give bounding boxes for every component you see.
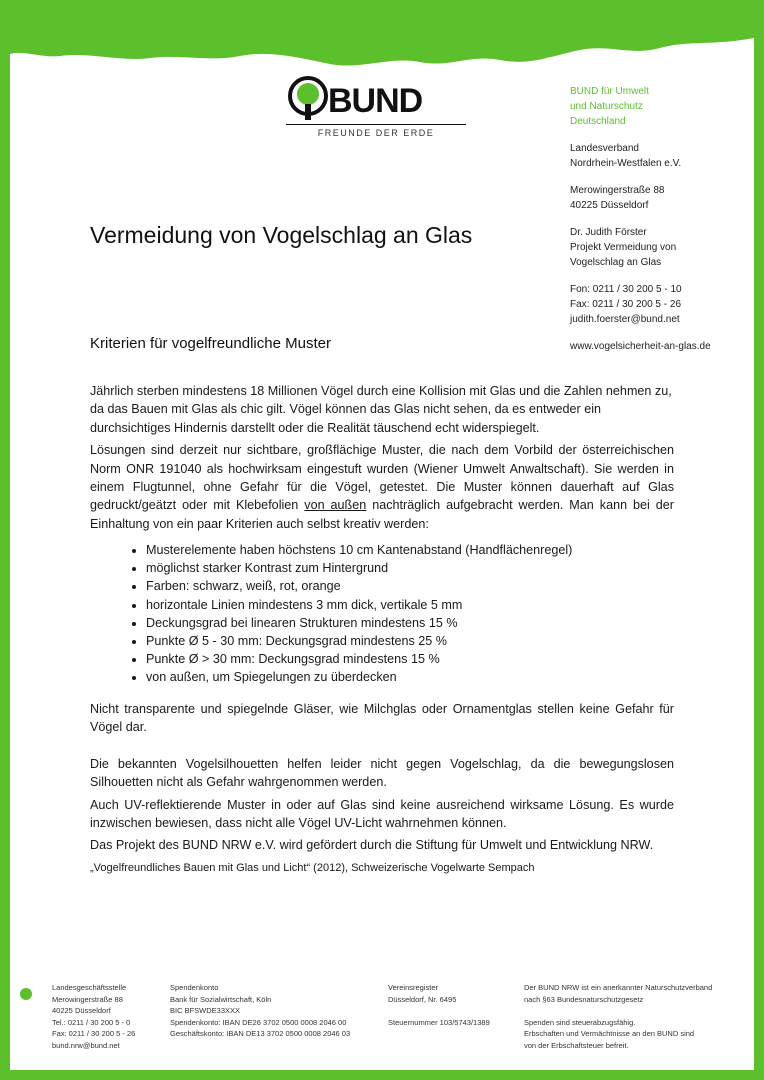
sidebar-contact-person: [570, 225, 750, 270]
paragraph: Jährlich sterben mindestens 18 Millionen Vögel durch eine Kollision mit Glas und die Zahlen nehmen zu, da das Bauen mit Glas als chic gilt. Vögel können das Glas nicht sehen, da es entweder ein durchsichtiges Hindernis darstellt oder die Realität täuschend echt widerspiegelt.: [90, 384, 672, 435]
footer-line: [524, 1005, 748, 1017]
logo-wordmark: BUND: [328, 82, 423, 120]
source-citation: „Vogelfreundliches Bauen mit Glas und Licht“ (2012), Schweizerische Vogelwarte Sempach: [90, 861, 535, 874]
list-item: • Farben: schwarz, weiß, rot, orange: [146, 577, 674, 595]
list-item: • von außen, um Spiegelungen zu überdecken: [146, 668, 674, 686]
footer-line: von der Erbschaftsteuer befreit.: [524, 1040, 629, 1050]
email-link[interactable]: judith.foerster@bund.net: [570, 314, 680, 325]
footer-line: Fax: 0211 / 30 200 5 - 26: [52, 1029, 136, 1038]
org-line: Deutschland: [570, 116, 626, 127]
footer-line: Geschäftskonto: IBAN DE13 3702 0500 0008 2046 03: [170, 1029, 351, 1038]
address-line: 40225 Düsseldorf: [570, 200, 649, 211]
fax: Fax: 0211 / 30 200 5 - 26: [570, 299, 682, 310]
logo-tree-icon: [286, 76, 330, 122]
paragraph: Die bekannten Vogelsilhouetten helfen leider nicht gegen Vogelschlag, da die bewegungslosen Silhouetten nicht als Gefahr wahrgenommen werden.: [90, 756, 674, 790]
footer-line: Bank für Sozialwirtschaft, Köln: [170, 994, 272, 1004]
contact-line: Projekt Vermeidung von: [570, 242, 677, 253]
list-item: • Musterelemente haben höchstens 10 cm Kantenabstand (Handflächenregel): [146, 541, 674, 559]
footer-line: BIC BFSWDE33XXX: [170, 1006, 241, 1015]
green-dot-icon: [20, 988, 32, 1000]
letter-page: [10, 10, 754, 1070]
list-item: • Deckungsgrad bei linearen Strukturen mindestens 15 %: [146, 614, 674, 632]
footer-line: Landesgeschäftsstelle: [52, 983, 127, 992]
paragraph: [90, 441, 674, 533]
contact-line: Vogelschlag an Glas: [570, 257, 662, 268]
sidebar-org: [570, 84, 750, 129]
logo-tagline: FREUNDE DER ERDE: [317, 128, 435, 138]
branch-line: Landesverband: [570, 143, 639, 154]
org-line: und Naturschutz: [570, 101, 643, 112]
branch-line: Nordrhein-Westfalen e.V.: [570, 158, 682, 169]
letter-footer: [10, 978, 754, 1048]
contact-line: Dr. Judith Förster: [570, 227, 647, 238]
website-link[interactable]: www.vogelsicherheit-an-glas.de: [570, 341, 711, 352]
footer-line: Düsseldorf, Nr. 6495: [388, 994, 457, 1004]
paragraph: Das Projekt des BUND NRW e.V. wird gefördert durch die Stiftung für Umwelt und Entwicklung NRW.: [90, 838, 654, 853]
sidebar-contact: [570, 84, 750, 354]
document-body: [90, 382, 674, 877]
document-subtitle: Kriterien für vogelfreundliche Muster: [90, 335, 331, 352]
phone: Fon: 0211 / 30 200 5 - 10: [570, 284, 682, 295]
criteria-list: [90, 541, 674, 686]
footer-line: Steuernummer 103/5743/1389: [388, 1017, 490, 1027]
footer-line: Der BUND NRW ist ein anerkannter Naturschutzverband: [524, 983, 713, 992]
footer-line: Erbschaften und Vermächtnisse an den BUND sind: [524, 1029, 695, 1038]
footer-col-office: [52, 982, 162, 1051]
address-line: Merowingerstraße 88: [570, 185, 665, 196]
torn-green-header: [10, 10, 754, 80]
org-line: BUND für Umwelt: [570, 86, 649, 97]
sidebar-phone-block: [570, 282, 750, 327]
footer-line: Spendenkonto: [170, 983, 219, 992]
footer-col-bank: [170, 982, 380, 1040]
sidebar-address: [570, 183, 750, 213]
footer-line: Tel.: 0211 / 30 200 5 - 0: [52, 1017, 131, 1027]
footer-line: nach §63 Bundesnaturschutzgesetz: [524, 994, 644, 1004]
list-item: • Punkte Ø 5 - 30 mm: Deckungsgrad mindestens 25 %: [146, 632, 674, 650]
footer-line: Vereinsregister: [388, 983, 439, 992]
footer-line: Spendenkonto: IBAN DE26 3702 0500 0008 2046 00: [170, 1017, 347, 1027]
paragraph-text: nachträglich aufgebracht werden. Man kann bei der Einhaltung von ein paar Kriterien auch selbst kreativ werden:: [90, 498, 675, 531]
bund-logo: [286, 76, 476, 146]
list-item: • Punkte Ø > 30 mm: Deckungsgrad mindestens 15 %: [146, 650, 674, 668]
paragraph-text: Lösungen sind derzeit nur sichtbare, großflächige Muster, die nach dem Vorbild der österreichischen Norm ONR 191040 als hochwirksam eingestuft wurden (Wiener Umwelt Anwaltschaft). Sie werden in einem Flugtunnel, ohne Gefahr für die Vögel, getestet. Die Muster können dauerhaft auf Glas gedruckt/geätzt oder mit Klebefolien: [90, 443, 674, 513]
footer-line: Merowingerstraße 88: [52, 994, 123, 1004]
paragraph: Auch UV-reflektierende Muster in oder auf Glas sind keine ausreichend wirksame Lösung. Es wurde inzwischen bewiesen, dass nicht alle Vögel UV-Licht wahrnehmen können.: [90, 797, 674, 831]
sidebar-branch: [570, 141, 750, 171]
footer-line: [388, 1005, 513, 1017]
document-title: Vermeidung von Vogelschlag an Glas: [90, 222, 473, 248]
footer-col-register: [388, 982, 513, 1028]
footer-col-notes: [524, 982, 748, 1051]
footer-line: Spenden sind steuerabzugsfähig.: [524, 1017, 636, 1027]
list-item: • möglichst starker Kontrast zum Hintergrund: [146, 559, 674, 577]
underlined-text: von außen: [304, 498, 367, 513]
list-item: • horizontale Linien mindestens 3 mm dick, vertikale 5 mm: [146, 596, 674, 614]
paragraph: Nicht transparente und spiegelnde Gläser, wie Milchglas oder Ornamentglas stellen keine Gefahr für Vögel dar.: [90, 702, 674, 735]
footer-line: 40225 Düsseldorf: [52, 1006, 111, 1015]
spacer: [90, 741, 674, 755]
footer-line[interactable]: bund.nrw@bund.net: [52, 1040, 120, 1050]
logo-rule: [286, 124, 466, 125]
